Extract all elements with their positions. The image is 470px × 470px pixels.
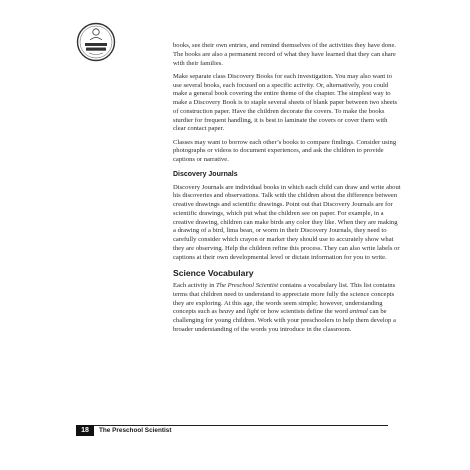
heading-discovery-journals: Discovery Journals: [173, 170, 238, 178]
p5-part-a: Each activity in: [173, 282, 217, 290]
paragraph-3: Classes may want to borrow each other’s books to compare findings. Consider using photographs or videos to document experiences, and ask the children to provide captions or narrative.: [173, 138, 397, 164]
paragraph-2: Make separate class Discovery Books for each investigation. You may also want to use several books, each focused on a specific activity. Or, alternatively, you could make a general book covering the entire theme of the chapter. The simplest way to make a Discovery Book is to staple several sheets of blank paper between two sheets of construction paper. Have the children decorate the covers. To make the books sturdier for frequent handling, it is best to laminate the covers or cover them with clear contact paper.: [173, 72, 398, 133]
page-number: 18: [76, 425, 94, 436]
paragraph-1: books, see their own entries, and remind themselves of the activities they have done. The books are also a permanent record of what they have learned that they can share with their families.: [173, 42, 397, 67]
term-light: light: [246, 308, 259, 316]
term-animal: animal: [349, 308, 368, 316]
paragraph-5: [173, 282, 401, 335]
heading-science-vocabulary: Science Vocabulary: [173, 268, 254, 279]
p5-part-e: can be challenging for young children. Work with your preschoolers to help them develop a broader understanding of the words you introduce in the classroom.: [173, 308, 396, 333]
preschool-scientist-logo: [76, 22, 116, 62]
book-title-italic: The Preschool Scientist: [216, 282, 279, 290]
footer-book-title: The Preschool Scientist: [99, 427, 172, 434]
paragraph-4: Discovery Journals are individual books in which each child can draw and write about his discoveries and observations. Talk with the children about the difference between creative drawings and scientific drawings. Point out that Discovery Journals are for scientific drawings, which put what the children see on paper. For example, in a creative drawing, children can make birds any color they like. When they are making a drawing of a bird, lima bean, or worm in their Discovery Journals, they need to carefully consider which crayon or marker they should use to accurately show what they are observing. Help the children refine this process. They can also write labels or captions at their own developmental level or dictate information for you to write.: [173, 183, 401, 261]
term-heavy: heavy: [218, 308, 234, 316]
p5-part-d: or how scientists define the word: [258, 308, 350, 316]
p5-part-b: contains a vocabulary list. This list contains terms that children need to understand to appreciate more fully the science concepts they are exploring. At this age, the words seem simple; however, understanding concepts such as: [173, 282, 396, 316]
p5-part-c: and: [233, 308, 247, 316]
logo-badge-icon: [76, 22, 116, 62]
main-text-column: [173, 42, 401, 339]
